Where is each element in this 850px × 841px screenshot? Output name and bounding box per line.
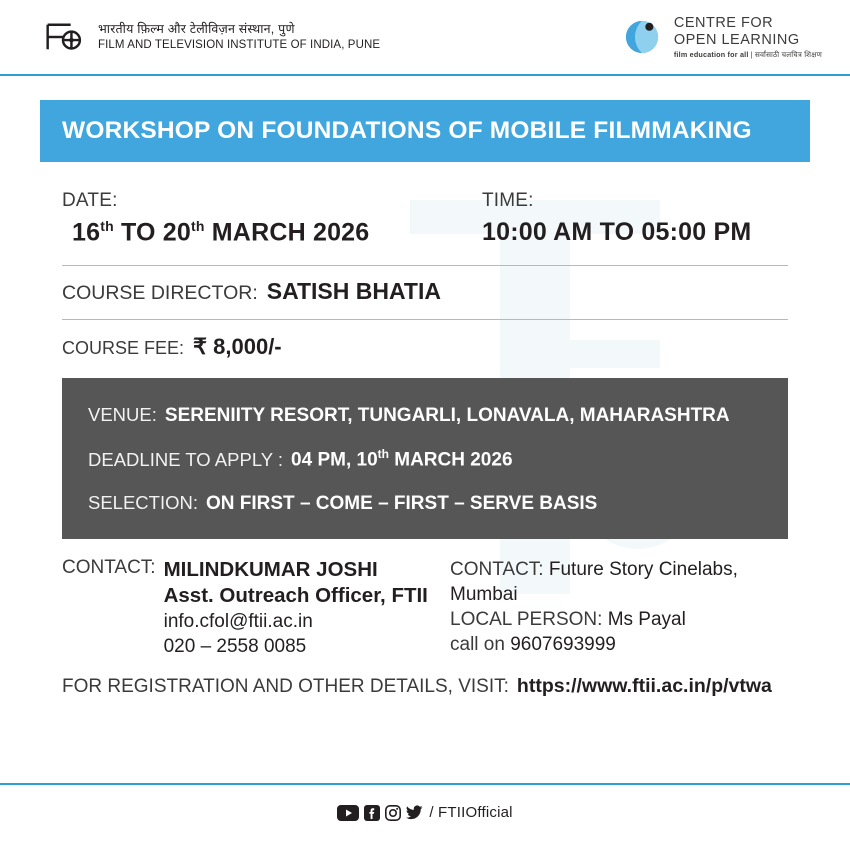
cofl-logo-block [620, 15, 822, 59]
course-fee-value: ₹ 8,000/- [193, 334, 282, 360]
contact-right-phone-line [450, 632, 788, 657]
facebook-icon[interactable] [364, 805, 380, 821]
deadline-row [88, 447, 762, 471]
ftii-logo-block [40, 14, 380, 60]
date-value [62, 218, 482, 247]
deadline-value [291, 447, 512, 471]
course-director-label: COURSE DIRECTOR: [62, 282, 258, 305]
date-time-row [40, 190, 810, 247]
time-value: 10:00 AM TO 05:00 PM [482, 218, 752, 246]
contact-right-label: CONTACT: [450, 558, 544, 580]
contact-right-person-line [450, 607, 788, 632]
date-block [62, 190, 482, 247]
time-block [482, 190, 788, 247]
deadline-post: MARCH 2026 [388, 449, 513, 471]
selection-row [88, 492, 762, 515]
date-value-mid: TO 20 [113, 218, 192, 247]
page-footer [0, 804, 850, 821]
ftii-name-hindi: भारतीय फ़िल्म और टेलीविज़न संस्थान, पुणे [98, 22, 295, 36]
registration-label: FOR REGISTRATION AND OTHER DETAILS, VISIT: [62, 676, 509, 698]
venue-value: SERENIITY RESORT, TUNGARLI, LONAVALA, MAHARASHTRA [164, 405, 730, 427]
venue-label: VENUE: [88, 404, 157, 426]
footer-handle: / FTIIOfficial [429, 804, 513, 821]
logistics-block [62, 378, 788, 538]
registration-row [40, 659, 810, 698]
contacts-section [40, 539, 810, 660]
social-icons [337, 805, 423, 821]
contact-left [62, 557, 450, 660]
contact-left-phone: 020 – 2558 0085 [163, 635, 307, 657]
date-value-pre: 16 [72, 218, 101, 247]
contact-right-org-line [450, 557, 788, 608]
cofl-tagline-hi: सर्वांसाठी चलचित्र शिक्षण [755, 49, 822, 59]
cofl-line1: CENTRE FOR [673, 15, 774, 32]
cofl-line2: OPEN LEARNING [673, 31, 800, 48]
time-label: TIME: [482, 190, 534, 211]
contact-left-email[interactable]: info.cfol@ftii.ac.in [163, 610, 313, 632]
page-title: WORKSHOP ON FOUNDATIONS OF MOBILE FILMMAKING [62, 117, 752, 144]
contact-right-call-label: call on [450, 634, 505, 656]
date-sup-1: th [100, 218, 114, 234]
course-fee-label: COURSE FEE: [62, 338, 185, 359]
date-label: DATE: [62, 190, 118, 211]
deadline-pre: 04 PM, 10 [291, 449, 378, 471]
contact-right-person-label: LOCAL PERSON: [450, 609, 603, 631]
footer-divider [0, 783, 850, 785]
contact-right-org: Future Story Cinelabs, Mumbai [450, 558, 738, 605]
ftii-name-english: FILM AND TELEVISION INSTITUTE OF INDIA, PUNE [98, 38, 381, 51]
date-value-post: MARCH 2026 [204, 218, 370, 247]
course-fee-row [40, 320, 810, 360]
deadline-sup: th [377, 447, 389, 462]
twitter-icon[interactable] [406, 805, 423, 820]
selection-label: SELECTION: [88, 491, 198, 513]
cofl-logo-icon [620, 15, 664, 59]
course-director-row [40, 266, 810, 305]
contact-left-name: MILINDKUMAR JOSHI [163, 557, 378, 581]
poster-content [0, 76, 850, 698]
contact-right-phone[interactable]: 9607693999 [510, 634, 616, 656]
course-director-value: SATISH BHATIA [266, 278, 441, 305]
date-sup-2: th [191, 218, 205, 234]
page-header [0, 0, 850, 74]
cofl-tagline-en: film education for all [673, 49, 749, 59]
registration-url[interactable]: https://www.ftii.ac.in/p/vtwa [516, 675, 772, 698]
cofl-tagline: film education for all | सर्वांसाठी चलचित्र शिक्षण [673, 49, 822, 59]
contact-right-person: Ms Payal [607, 609, 686, 631]
contact-right [450, 557, 788, 660]
contact-left-label: CONTACT: [62, 556, 156, 578]
contact-left-designation: Asst. Outreach Officer, FTII [163, 584, 428, 608]
deadline-label: DEADLINE TO APPLY : [88, 448, 284, 470]
workshop-title-bar [40, 100, 810, 162]
venue-row [88, 404, 762, 427]
selection-value: ON FIRST – COME – FIRST – SERVE BASIS [206, 492, 598, 514]
instagram-icon[interactable] [385, 805, 401, 821]
contact-left-details [164, 557, 428, 660]
youtube-icon[interactable] [337, 805, 359, 821]
ftii-logo-icon [40, 14, 86, 60]
